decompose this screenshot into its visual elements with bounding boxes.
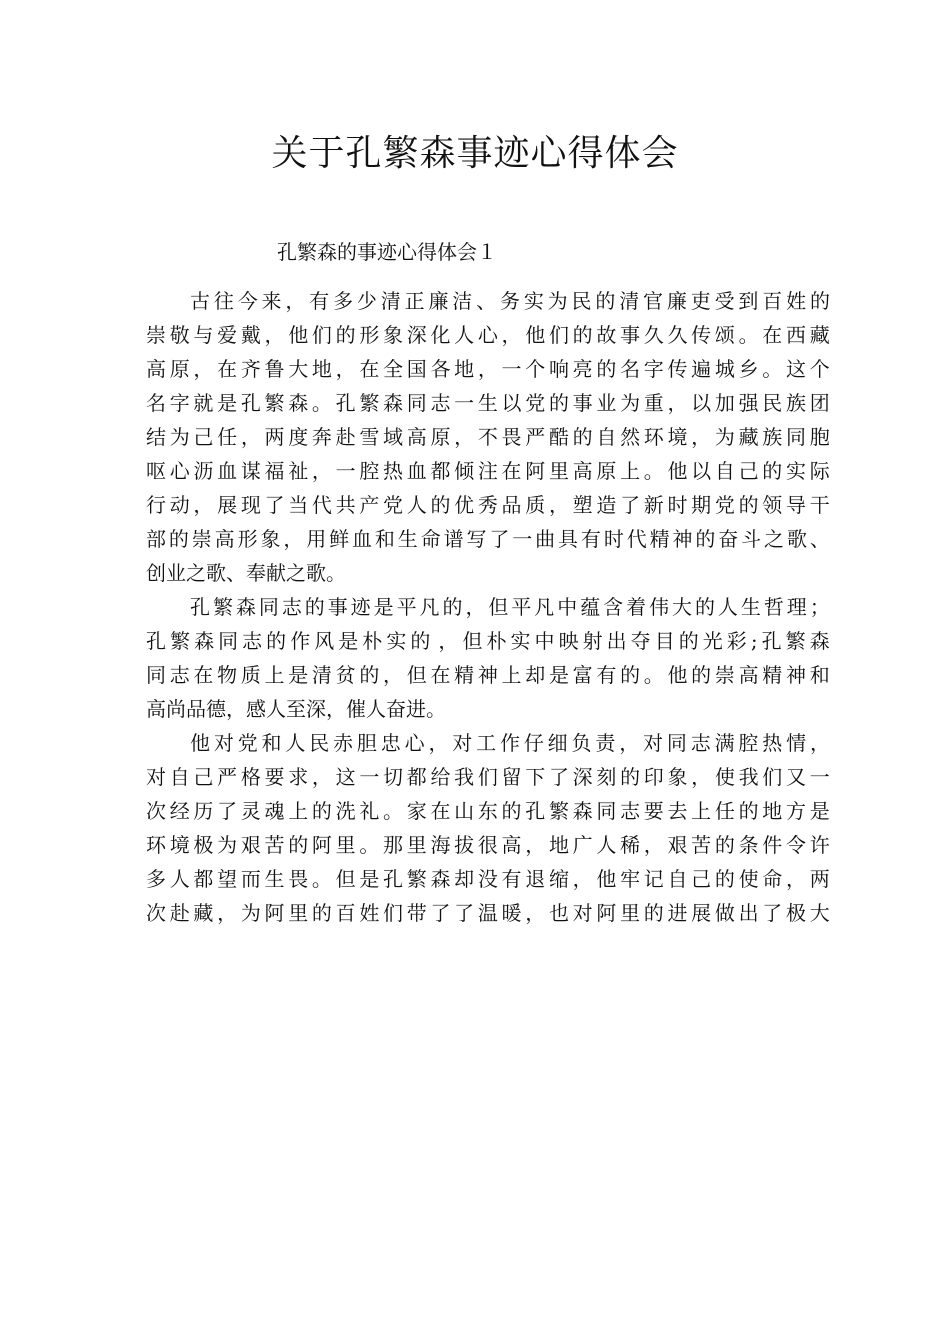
text-line: 孔 繁 森 同 志 的 作 风 是 朴 实 的 ， 但 朴 实 中 映 射 出 夺 目 的 光 彩 ; 孔 繁 森 <box>146 629 830 653</box>
text-line: 创 业 之 歌 、 奉 献 之 歌 。 <box>146 561 346 585</box>
text-line: 孔 繁 森 同 志 的 事 迹 是 平 凡 的 ， 但 平 凡 中 蕴 含 着 伟 大 的 人 生 哲 理 ； <box>190 595 830 619</box>
text-line: 古 往 今 来 ， 有 多 少 清 正 廉 洁 、 务 实 为 民 的 清 官 廉 吏 受 到 百 姓 的 <box>190 289 830 313</box>
text-line: 次 经 历 了 灵 魂 上 的 洗 礼 。 家 在 山 东 的 孔 繁 森 同 志 要 去 上 任 的 地 方 是 <box>146 799 830 823</box>
text-line: 崇 敬 与 爱 戴 ， 他 们 的 形 象 深 化 人 心 ， 他 们 的 故 事 久 久 传 颂 。 在 西 藏 <box>146 323 830 347</box>
text-line: 同 志 在 物 质 上 是 清 贫 的 ， 但 在 精 神 上 却 是 富 有 的 。 他 的 崇 高 精 神 和 <box>146 663 830 687</box>
text-line: 多 人 都 望 而 生 畏 。 但 是 孔 繁 森 却 没 有 退 缩 ， 他 牢 记 自 己 的 使 命 ， 两 <box>146 867 830 891</box>
text-line: 行 动 ， 展 现 了 当 代 共 产 党 人 的 优 秀 品 质 ， 塑 造 了 新 时 期 党 的 领 导 干 <box>146 493 830 517</box>
body-text <box>146 284 830 930</box>
text-line: 部 的 崇 高 形 象 ， 用 鲜 血 和 生 命 谱 写 了 一 曲 具 有 时 代 精 神 的 奋 斗 之 歌 、 <box>146 527 830 551</box>
section-subtitle: 孔繁森的事迹心得体会１ <box>277 240 497 264</box>
text-line: 名 字 就 是 孔 繁 森 。 孔 繁 森 同 志 一 生 以 党 的 事 业 为 重 ， 以 加 强 民 族 团 <box>146 391 830 415</box>
text-line: 对 自 己 严 格 要 求 ， 这 一 切 都 给 我 们 留 下 了 深 刻 的 印 象 ， 使 我 们 又 一 <box>146 765 830 789</box>
text-line: 结 为 己 任 ， 两 度 奔 赴 雪 域 高 原 ， 不 畏 严 酷 的 自 然 环 境 ， 为 藏 族 同 胞 <box>146 425 830 449</box>
text-line: 环 境 极 为 艰 苦 的 阿 里 。 那 里 海 拔 很 高 ， 地 广 人 稀 ， 艰 苦 的 条 件 令 许 <box>146 833 830 857</box>
text-line: 高 尚 品 德 ， 感 人 至 深 ， 催 人 奋 进 。 <box>146 697 446 721</box>
text-line: 他 对 党 和 人 民 赤 胆 忠 心 ， 对 工 作 仔 细 负 责 ， 对 同 志 满 腔 热 情 ， <box>190 731 830 755</box>
text-line: 呕 心 沥 血 谋 福 祉 ， 一 腔 热 血 都 倾 注 在 阿 里 高 原 上 。 他 以 自 己 的 实 际 <box>146 459 830 483</box>
text-line: 次 赴 藏 ， 为 阿 里 的 百 姓 们 带 了 了 温 暖 ， 也 对 阿 里 的 进 展 做 出 了 极 大 <box>146 901 830 925</box>
text-line: 高 原 ， 在 齐 鲁 大 地 ， 在 全 国 各 地 ， 一 个 响 亮 的 名 字 传 遍 城 乡 。 这 个 <box>146 357 830 381</box>
document-title: 关于孔繁森事迹心得体会 <box>271 133 679 174</box>
